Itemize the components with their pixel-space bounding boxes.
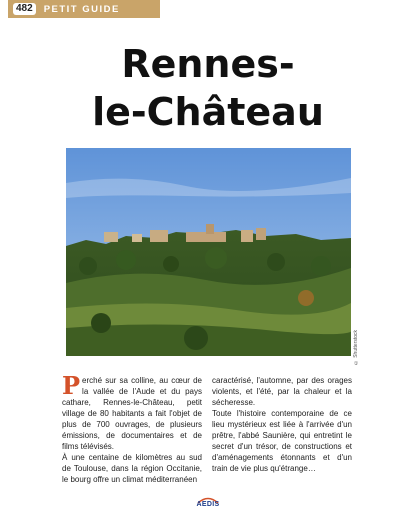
body-paragraph: caractérisé, l'automne, par des orages violents, et l'été, par la chaleur et la sécheresse. [212,376,352,407]
title-line-1: Rennes- [121,42,295,86]
body-column-right [212,375,352,474]
publisher-logo [192,494,224,512]
publisher-name: AEDIS [196,501,220,508]
body-column-left [62,371,202,485]
series-name: PETIT GUIDE [43,3,120,15]
body-paragraph: Perché sur sa colline, au cœur de la vallée de l'Aude et du pays cathare, Rennes-le-Château, petit village de 80 habitants a fait l'objet de plus de 700 ouvrages, de plusieurs émissions, de documentaires et de films télévisés. [62,371,202,451]
title-line-2: le-Château [92,90,324,134]
page-title [0,40,416,136]
series-band [8,0,160,18]
body-paragraph: À une centaine de kilomètres au sud de Toulouse, dans la région Occitanie, le bourg offre un climat méditerranéen [62,453,202,484]
series-number: 482 [13,3,36,15]
body-paragraph: Toute l'histoire contemporaine de ce lieu mystérieux est liée à l'arrivée d'un prêtre, l'abbé Saunière, qui entretint le secret d'un trésor, de constructions et d'aménagements étonnants et d'un train de vie plus qu'étrange… [212,409,352,473]
photo-credit: © Shutterstock [353,330,359,366]
village-landscape-image [66,148,351,356]
cover-photo [66,148,351,356]
drop-cap: P [62,371,81,400]
